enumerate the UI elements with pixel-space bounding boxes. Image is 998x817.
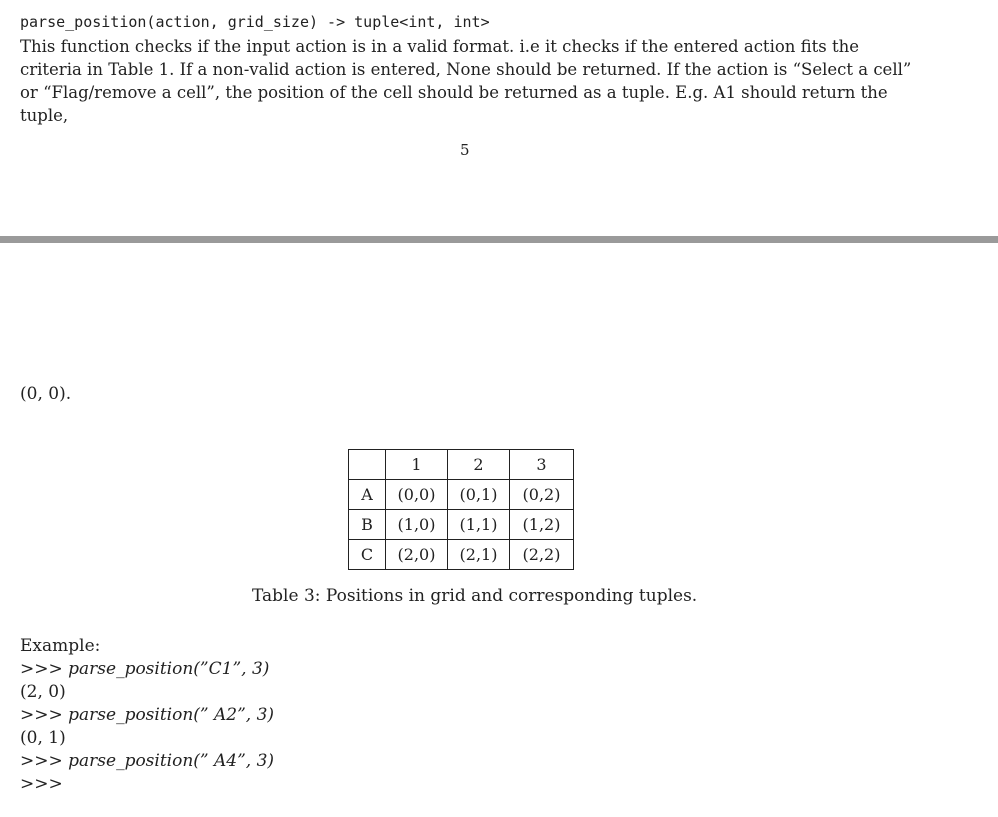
table-cell: (0,1) [448,480,510,510]
table-cell: C [349,540,386,570]
table-cell: (1,0) [386,510,448,540]
continuation-text: (0, 0). [20,384,72,404]
example-code: parse_position(” A2”, 3) [68,705,275,725]
example-line [20,658,274,681]
table-cell: (0,0) [386,480,448,510]
table-row [349,480,574,510]
function-description [20,35,920,127]
table-cell: (2,2) [510,540,574,570]
example-block [20,635,274,796]
example-line [20,681,274,704]
example-line [20,773,274,796]
page-number: 5 [460,141,470,159]
example-line [20,704,274,727]
example-code: parse_position(” A4”, 3) [68,751,275,771]
table-cell: (2,0) [386,540,448,570]
table-cell: A [349,480,386,510]
positions-table [348,449,574,570]
table-caption: Table 3: Positions in grid and corresponding tuples. [252,586,698,606]
example-prompt: >>> [20,774,63,794]
table-header-row [349,450,574,480]
table-row [349,540,574,570]
description-paragraph: This function checks if the input action is in a valid format. i.e it checks if the entered action fits the criteria in Table 1. If a non-valid action is entered, None should be returned. If the action is “Select a cell” or “Flag/remove a cell”, the position of the cell should be returned as a tuple. E.g. A1 should return the tuple, [20,37,912,125]
example-prompt: >>> [20,751,69,771]
example-output: (2, 0) [20,682,66,702]
table-cell: B [349,510,386,540]
function-signature: parse_position(action, grid_size) -> tuple<int, int> [20,13,490,31]
example-prompt: >>> [20,705,69,725]
table-cell: 2 [448,450,510,480]
table-row [349,510,574,540]
page-divider [0,236,998,243]
example-line [20,750,274,773]
table-cell: 1 [386,450,448,480]
example-heading: Example: [20,636,101,656]
example-line [20,727,274,750]
table-cell: (2,1) [448,540,510,570]
table-cell: (0,2) [510,480,574,510]
table-cell: (1,1) [448,510,510,540]
example-output: (0, 1) [20,728,66,748]
example-code: parse_position(”C1”, 3) [68,659,270,679]
example-prompt: >>> [20,659,69,679]
table-cell [349,450,386,480]
table-cell: (1,2) [510,510,574,540]
table-cell: 3 [510,450,574,480]
